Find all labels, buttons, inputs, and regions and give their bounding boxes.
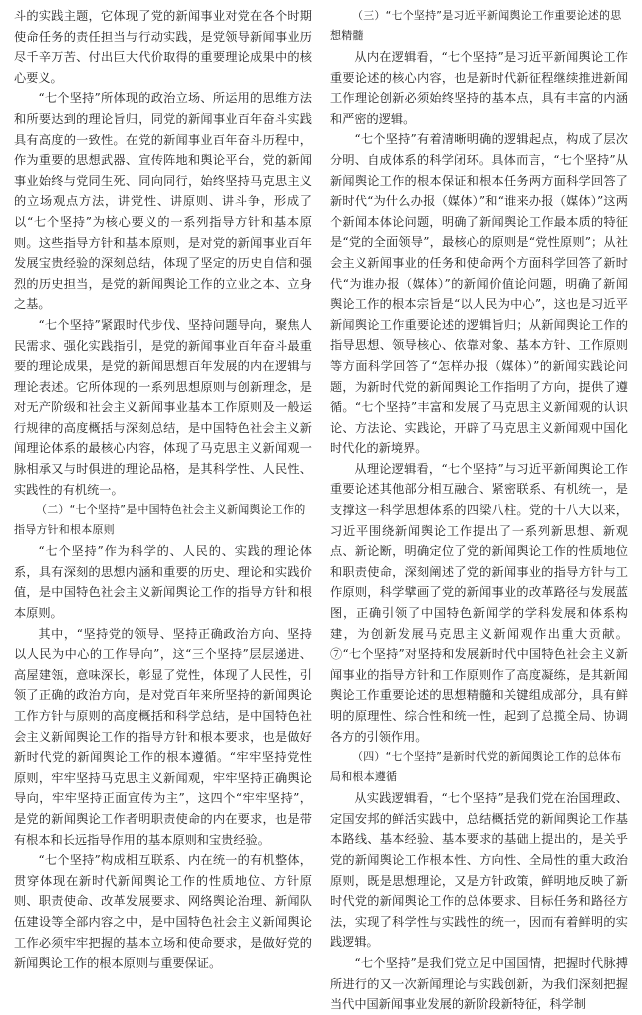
section-heading: （二）“七个坚持”是中国特色社会主义新闻舆论工作的指导方针和根本原则 [14, 503, 306, 537]
paragraph: “七个坚持”所体现的政治立场、所运用的思维方法和所要达到的理论旨归，同党的新闻事业百年奋斗实践具有高度的一致性。在党的新闻事业百年奋斗历程中，作为重要的思想武器、宣传阵地和舆论平台，党的新闻事业始终与党同生死、同向同行，始终坚持马克思主义的立场观点方法，讲党性、讲原则、讲斗争，形成了以“七个坚持”为核心要义的一系列指导方针和基本原则。这些指导方针和基本原则，是对党的新闻事业百年发展宝贵经验的深刻总结，体现了坚定的历史自信和强烈的历史担当，是党的新闻舆论工作的立业之本、立身之基。 [14, 91, 312, 312]
paragraph: “七个坚持”有着清晰明确的逻辑起点，构成了层次分明、自成体系的科学闭环。具体而言，“七个坚持”从新闻舆论工作的根本保证和根本任务两方面科学回答了新时代“为什么办报（媒体）”和“谁来办报（媒体）”这两个新闻本体论问题，明确了新闻舆论工作最本质的特征是“党的全面领导”，最核心的原则是“党性原则”；从社会主义新闻事业的任务和使命两个方面科学回答了新时代“为谁办报（媒体）”的新闻价值论问题，明确了新闻舆论工作的根本宗旨是“以人民为中心”，这也是习近平新闻舆论工作重要论述的逻辑旨归；从新闻舆论工作的指导思想、领导核心、依靠对象、基本方针、工作原则等方面科学回答了“怎样办报（媒体）”的新闻实践论问题，为新时代党的新闻舆论工作指明了方向，提供了遵循。“七个坚持”丰富和发展了马克思主义新闻观的认识论、方法论、实践论，开辟了马克思主义新闻观中国化时代化的新境界。 [330, 132, 628, 456]
section-heading: （三）“七个坚持”是习近平新闻舆论工作重要论述的思想精髓 [330, 9, 622, 42]
two-column-body [14, 6, 628, 1012]
right-column [330, 6, 628, 1012]
paragraph: “七个坚持”紧跟时代步伐、坚持问题导向，聚焦人民需求、强化实践指引，是党的新闻事业百年奋斗最重要的理论成果，是党的新闻思想百年发展的内在逻辑与理论表述。它所体现的一系列思想原则与创新理念，是对无产阶级和社会主义新闻事业基本工作原则及一般运行规律的高度概括与深刻总结，是中国特色社会主义新闻理论体系的最核心内容，体现了马克思主义新闻观一脉相承又与时俱进的理论品格，是其科学性、人民性、实践性的有机统一。 [14, 317, 312, 497]
paragraph: 从内在逻辑看，“七个坚持”是习近平新闻舆论工作重要论述的核心内容，也是新时代新征程继续推进新闻工作理论创新必须始终坚持的基本点，具有丰富的内涵和严密的逻辑。 [330, 50, 628, 126]
paragraph: “七个坚持”是我们党立足中国国情，把握时代脉搏所进行的又一次新闻理论与实践创新，为我们深刻把握当代中国新闻事业发展的新阶段新特征，科学制 [330, 955, 628, 1012]
paragraph: 斗的实践主题，它体现了党的新闻事业对党在各个时期使命任务的责任担当与行动实践，是党领导新闻事业历尽千辛万苦、付出巨大代价取得的重要理论成果中的核心要义。 [14, 9, 312, 85]
section-heading: （四）“七个坚持”是新时代党的新闻舆论工作的总体布局和根本遵循 [330, 750, 622, 784]
paragraph: “七个坚持”作为科学的、人民的、实践的理论体系，具有深刻的思想内涵和重要的历史、理论和实践价值，是中国特色社会主义新闻舆论工作的指导方针和根本原则。 [14, 544, 312, 621]
paragraph: 从理论逻辑看，“七个坚持”与习近平新闻舆论工作重要论述其他部分相互融合、紧密联系、有机统一，是支撑这一科学思想体系的四梁八柱。党的十八大以来，习近平围绕新闻舆论工作提出了一系列新思想、新观点、新论断，明确定位了党的新闻舆论工作的性质地位和职责使命，深刻阐述了党的新闻事业的指导方针与工作原则，科学擘画了党的新闻事业的改革路径与发展蓝图，正确引领了中国特色新闻学的学科发展和体系构建，为创新发展马克思主义新闻观作出重大贡献。⑦“七个坚持”对坚持和发展新时代中国特色社会主义新闻事业的指导方针和工作原则作了高度凝练，是其新闻舆论工作重要论述的思想精髓和关键组成部分，具有鲜明的原理性、综合性和统一性，起到了总揽全局、协调各方的引领作用。 [330, 461, 628, 744]
left-column [14, 6, 312, 971]
paragraph: 其中，“坚持党的领导、坚持正确政治方向、坚持以人民为中心的工作导向”，这“三个坚持”层层递进、高屋建瓴，意味深长，彰显了党性，体现了人民性，引领了正确的政治方向，是对党百年来所坚持的新闻舆论工作方针与原则的高度概括和科学总结，是中国特色社会主义新闻舆论工作的指导方针和根本要求，也是做好新时代党的新闻舆论工作的根本遵循。“牢牢坚持党性原则，牢牢坚持马克思主义新闻观，牢牢坚持正确舆论导向，牢牢坚持正面宣传为主”，这四个“牢牢坚持”，是党的新闻舆论工作者明职责使命的内在要求，也是带有根本和长远指导作用的基本原则和宝贵经验。 [14, 626, 312, 847]
paragraph: 从实践逻辑看，“七个坚持”是我们党在治国理政、定国安邦的鲜活实践中，总结概括党的新闻舆论工作基本路线、基本经验、基本要求的基础上提出的，是关乎党的新闻舆论工作根本性、方向性、全局性的重大政治原则，既是思想理论，又是方针政策，鲜明地反映了新时代党的新闻舆论工作的总体要求、目标任务和路径方法，实现了科学性与实践性的统一，因而有着鲜明的实践逻辑。 [330, 791, 628, 950]
paragraph: “七个坚持”构成相互联系、内在统一的有机整体，贯穿体现在新时代新闻舆论工作的性质地位、方针原则、职责使命、改革发展要求、网络舆论治理、新闻队伍建设等全部内容之中，是中国特色社会主义新闻舆论工作必须牢牢把握的基本立场和使命要求，是做好党的新闻舆论工作的根本原则与重要保证。 [14, 853, 312, 971]
